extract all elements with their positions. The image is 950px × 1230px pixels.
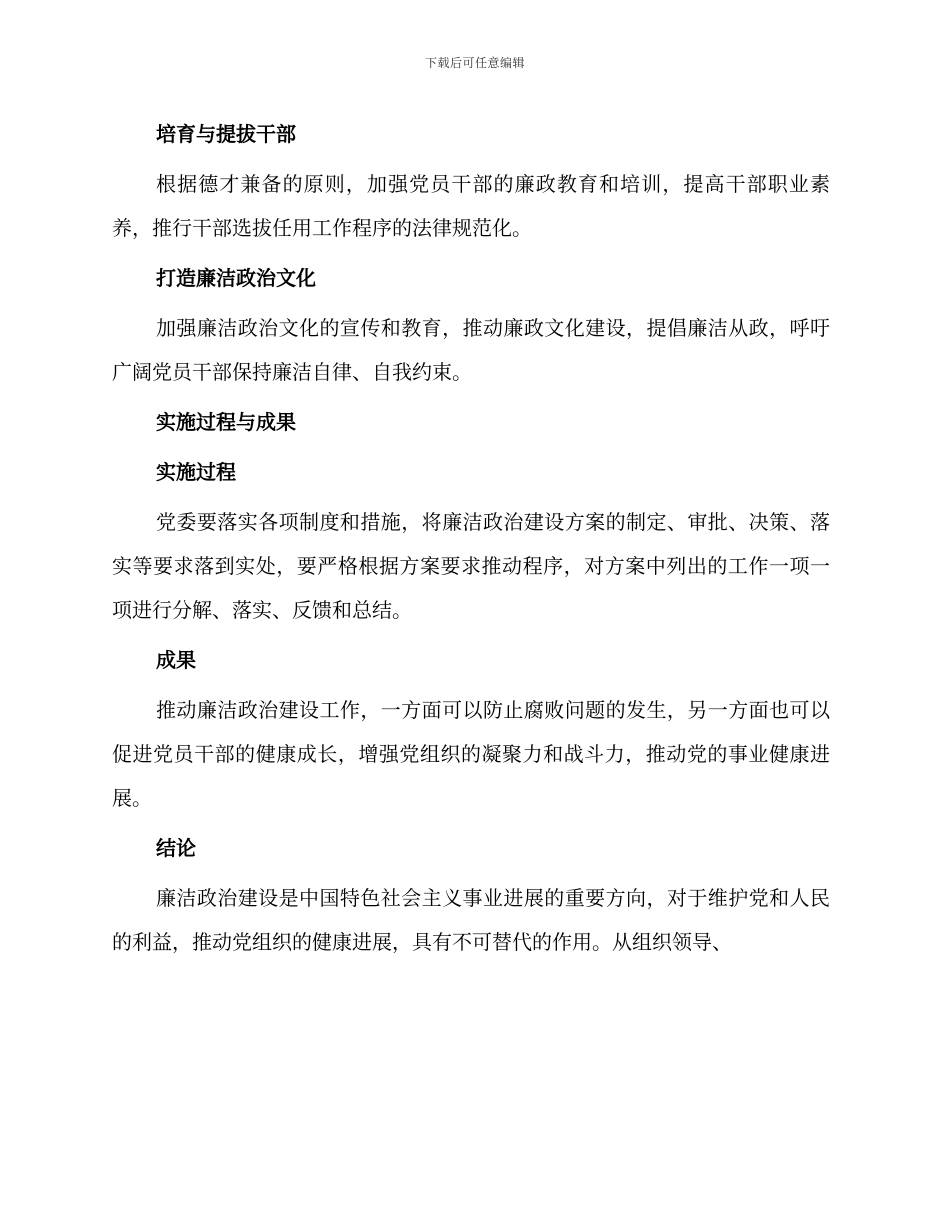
section-heading-clean-culture: 打造廉洁政治文化 [156, 266, 316, 290]
paragraph-conclusion: 廉洁政治建设是中国特色社会主义事业进展的重要方向，对于维护党和人民的利益，推动党组织的健康进展，具有不可替代的作用。从组织领导、 [112, 886, 830, 954]
document-body [112, 108, 830, 970]
page-header-note: 下载后可任意编辑 [424, 56, 525, 70]
paragraph-implementation: 党委要落实各项制度和措施，将廉洁政治建设方案的制定、审批、决策、落实等要求落到实处，要严格根据方案要求推动程序，对方案中列出的工作一项一项进行分解、落实、反馈和总结。 [112, 510, 830, 622]
section-heading-implementation-results: 实施过程与成果 [156, 410, 296, 434]
section-heading-cadre-training: 培育与提拔干部 [156, 122, 296, 146]
paragraph-cadre-training: 根据德才兼备的原则，加强党员干部的廉政教育和培训，提高干部职业素养，推行干部选拔任用工作程序的法律规范化。 [112, 172, 830, 240]
section-heading-conclusion: 结论 [156, 836, 196, 860]
section-heading-results: 成果 [156, 648, 196, 672]
paragraph-clean-culture: 加强廉洁政治文化的宣传和教育，推动廉政文化建设，提倡廉洁从政，呼吁广阔党员干部保持廉洁自律、自我约束。 [112, 316, 830, 384]
paragraph-results: 推动廉洁政治建设工作，一方面可以防止腐败问题的发生，另一方面也可以促进党员干部的健康成长，增强党组织的凝聚力和战斗力，推动党的事业健康进展。 [112, 698, 830, 810]
section-heading-implementation: 实施过程 [156, 460, 236, 484]
